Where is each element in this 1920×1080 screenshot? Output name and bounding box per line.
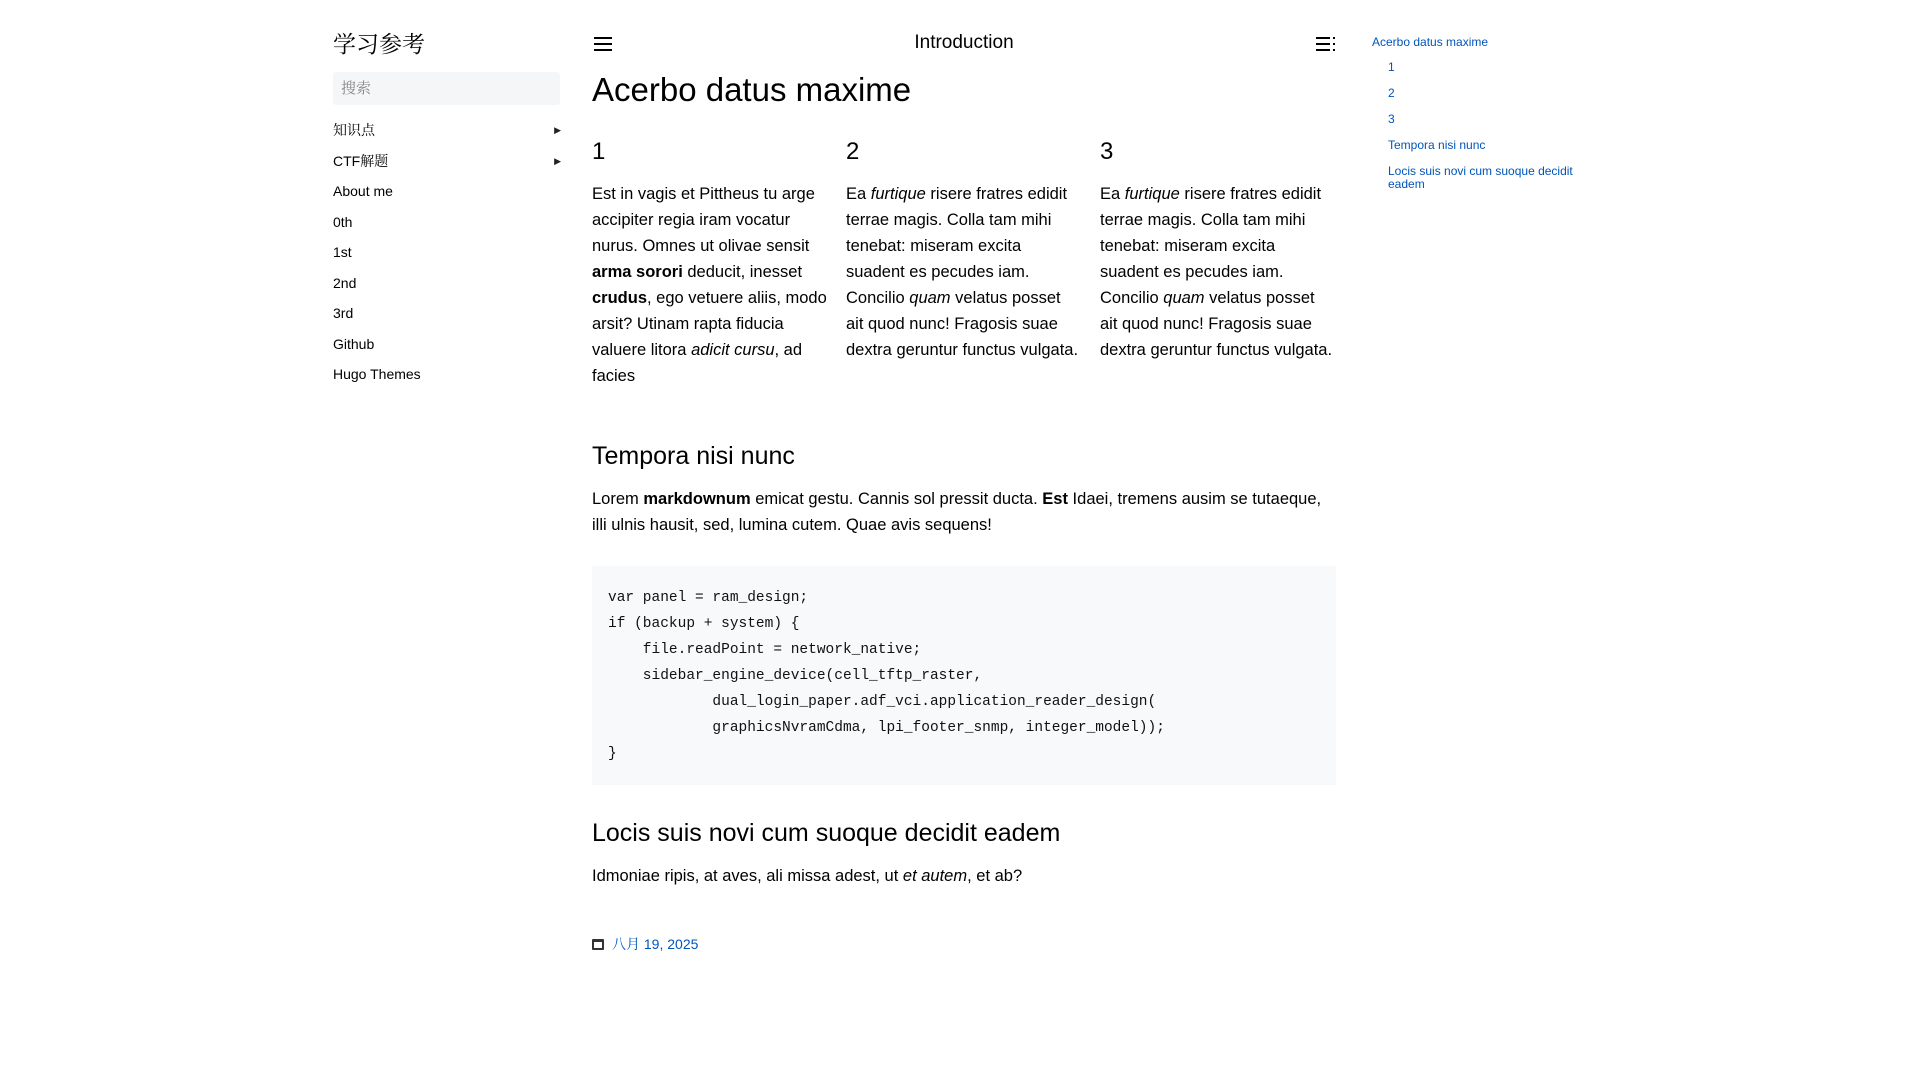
code-line: } [608,746,617,762]
text-run: velatus posset ait quod nunc! Fragosis suae dextra geruntur functus vulgata. [1100,289,1333,359]
sidebar-item-label: 知识点 [333,122,375,138]
article-title: Acerbo datus maxime [592,71,912,108]
toc-link-1[interactable]: 1 [1388,60,1395,74]
text-run: Idmoniae ripis, at aves, ali missa adest, ut [592,867,903,885]
column-text [846,181,1082,363]
table-of-contents [1372,36,1602,204]
code-line: var panel = ram_design; [608,590,809,606]
text-run: Idaei, tremens ausim se tutaeque, illi ulnis hausit, sed, lumina cutem. Quae avis sequens! [592,490,1322,534]
main-content [592,24,1336,954]
text-run: deducit, inesset [682,263,803,281]
text-run: risere fratres edidit terrae magis. Colla tam mihi tenebat: miseram excita suadent es pecudes iam. Concilio [846,185,1068,307]
sidebar-item-github[interactable] [333,329,561,360]
text-run: Est in vagis et Pittheus tu arge accipiter regia iram vocatur nurus. Omnes ut olivae sensit [592,185,815,255]
sidebar-item-label: 3rd [333,305,354,321]
section-text-tempora [592,486,1336,538]
date-link[interactable]: 八月 19, 2025 [612,936,699,952]
column-heading: 3 [1100,138,1114,165]
code-line: dual_login_paper.adf_vci.application_reader_design( [608,694,1157,710]
calendar-icon [592,939,604,950]
sidebar-item-1st[interactable] [333,237,561,268]
sidebar [333,28,561,390]
sidebar-item-label: Github [333,335,375,352]
text-run: , et ab? [967,867,1023,885]
bold-text: crudus [592,289,648,307]
italic-text: et autem [902,867,968,885]
text-run: emicat gestu. Cannis sol pressit ducta. [750,490,1043,508]
sidebar-item-knowledge[interactable] [333,115,561,146]
toc-link-3[interactable]: 3 [1388,112,1395,126]
section-heading-tempora: Tempora nisi nunc [592,442,795,470]
sidebar-item-ctf[interactable] [333,146,561,177]
italic-text: quam [1163,289,1205,307]
text-run: Lorem [592,490,644,508]
italic-text: furtique [1124,185,1180,203]
table-of-contents-icon[interactable] [1316,37,1336,51]
text-run: Ea [846,185,871,203]
search-input[interactable] [333,72,560,105]
italic-text: adicit cursu [691,341,775,359]
sidebar-item-about-me[interactable] [333,176,561,207]
italic-text: quam [909,289,951,307]
column-heading: 2 [846,138,860,165]
toc-link-2[interactable]: 2 [1388,86,1395,100]
code-line: sidebar_engine_device(cell_tftp_raster, [608,668,983,684]
column-3 [1100,137,1336,389]
bold-text: arma sorori [592,263,683,281]
code-line: if (backup + system) { [608,616,800,632]
section-heading-locis: Locis suis novi cum suoque decidit eadem [592,819,1061,847]
sidebar-item-label: Hugo Themes [333,366,421,382]
expand-arrow-icon[interactable]: ▶ [554,155,561,166]
sidebar-item-2nd[interactable] [333,268,561,299]
three-column-section [592,137,1336,389]
toc-link-title[interactable]: Acerbo datus maxime [1372,35,1489,49]
code-line: graphicsNvramCdma, lpi_footer_snmp, integer_model)); [608,720,1165,736]
bold-text: Est [1042,490,1068,508]
sidebar-item-hugo-themes[interactable] [333,359,561,390]
sidebar-item-3rd[interactable] [333,298,561,329]
toc-link-locis[interactable]: Locis suis novi cum suoque decidit eadem [1388,164,1573,191]
column-1 [592,137,828,389]
post-date [592,934,1336,954]
sidebar-item-label: 1st [333,244,352,260]
sidebar-item-label: 2nd [333,274,357,291]
bold-text: markdownum [643,490,751,508]
text-run: , ad facies [592,341,803,385]
sidebar-item-0th[interactable] [333,207,561,238]
text-run: risere fratres edidit terrae magis. Colla tam mihi tenebat: miseram excita suadent es pecudes iam. Concilio [1100,185,1322,307]
sidebar-item-label: 0th [333,213,353,230]
text-run: , ego vetuere aliis, modo arsit? Utinam rapta fiducia valuere litora [592,289,827,359]
sidebar-item-label: About me [333,183,393,199]
text-run: Ea [1100,185,1125,203]
page-header [592,24,1336,62]
column-2 [846,137,1082,389]
code-line: file.readPoint = network_native; [608,642,922,658]
column-heading: 1 [592,138,606,165]
header-title: Introduction [914,32,1014,53]
toc-link-tempora[interactable]: Tempora nisi nunc [1388,138,1486,152]
expand-arrow-icon[interactable]: ▶ [554,125,561,135]
column-text [1100,181,1336,363]
italic-text: furtique [870,185,926,203]
section-text-locis [592,863,1336,889]
sidebar-item-label: CTF解题 [333,152,389,169]
text-run: velatus posset ait quod nunc! Fragosis suae dextra geruntur functus vulgata. [846,289,1079,359]
site-brand[interactable]: 学习参考 [333,31,425,57]
code-block [592,566,1336,785]
column-text [592,181,828,389]
sidebar-nav [333,115,561,390]
